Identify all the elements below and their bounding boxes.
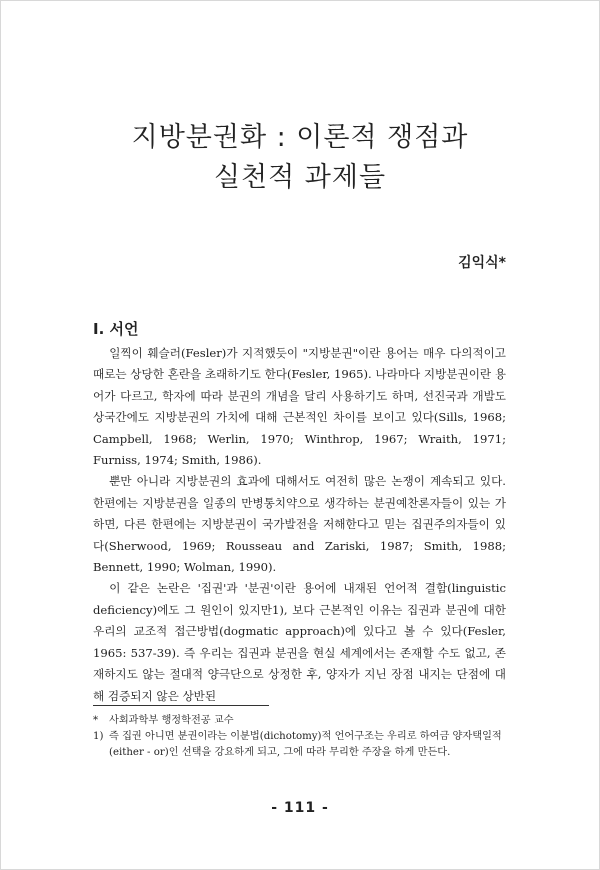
page-number: - 111 -: [271, 800, 329, 816]
footnote-mark: *: [93, 715, 99, 726]
body-text: [93, 343, 506, 707]
title-line-1: 지방분권화 : 이론적 쟁점과: [131, 122, 469, 153]
footnote-mark: 1): [93, 731, 104, 742]
author-name: 김익식*: [458, 255, 506, 271]
footnote-affiliation: [93, 713, 506, 729]
footnote-1: [93, 729, 506, 761]
paragraph: 이 같은 논란은 '집권'과 '분권'이란 용어에 내재된 언어적 결함(linguistic deficiency)에도 그 원인이 있지만1), 보다 근본적인 이유는 집권과 분권에 대한 우리의 교조적 접근방법(dogmatic approach)에 있다고 볼 수 있다(Fesler, 1965: 537-39). 즉 우리는 집권과 분권을 현실 세계에서는 존재할 수도 없고, 존재하지도 않는 절대적 양극단으로 상정한 후, 양자가 지닌 장점 내지는 단점에 대해 검증되지 않은 상반된: [93, 581, 506, 703]
section-heading: I. 서언: [93, 320, 139, 338]
footnotes: [93, 713, 506, 761]
paper-title: [0, 118, 600, 198]
footnote-divider: [93, 705, 269, 706]
footnote-text: 사회과학부 행정학전공 교수: [109, 715, 234, 726]
footnote-text: 즉 집권 아니면 분권이라는 이분법(dichotomy)적 언어구조는 우리로 하여금 양자택일적(either - or)인 선택을 강요하게 되고, 그에 따라 무리한 주장을 하게 만든다.: [109, 731, 502, 758]
title-line-2: 실천적 과제들: [213, 162, 387, 193]
paragraph: 뿐만 아니라 지방분권의 효과에 대해서도 여전히 많은 논쟁이 계속되고 있다. 한편에는 지방분권을 일종의 만병통치약으로 생각하는 분권예찬론자들이 있는 가하면, 다른 한편에는 지방분권이 국가발전을 저해한다고 믿는 집권주의자들이 있다(Sherwood, 1969; Rousseau and Zariski, 1987; Smith, 1988; Bennett, 1990; Wolman, 1990).: [93, 474, 506, 575]
paragraph: 일찍이 훼슬러(Fesler)가 지적했듯이 "지방분권"이란 용어는 매우 다의적이고 때로는 상당한 혼란을 초래하기도 한다(Fesler, 1965). 나라마다 지방분권이란 용어가 다르고, 학자에 따라 분권의 개념을 달리 사용하기도 하며, 선진국과 개발도상국간에도 지방분권의 가치에 대해 근본적인 차이를 보이고 있다(Sills, 1968; Campbell, 1968; Werlin, 1970; Winthrop, 1967; Wraith, 1971; Furniss, 1974; Smith, 1986).: [93, 346, 506, 468]
